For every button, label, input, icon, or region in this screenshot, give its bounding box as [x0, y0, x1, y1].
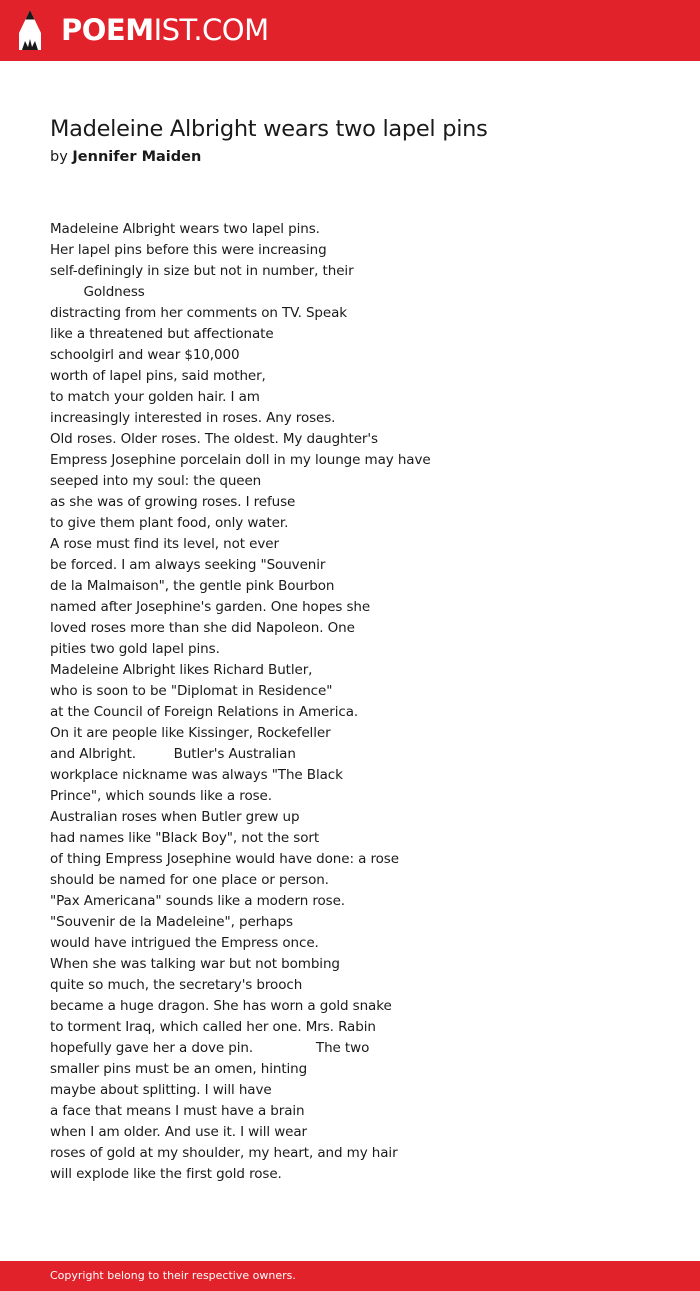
- site-header: [0, 0, 700, 61]
- poem-line: loved roses more than she did Napoleon. One: [50, 620, 355, 636]
- poem-line: at the Council of Foreign Relations in America.: [50, 704, 359, 720]
- copyright-notice: Copyright belong to their respective owners.: [50, 1269, 296, 1282]
- poem-line: became a huge dragon. She has worn a gold snake: [50, 998, 392, 1014]
- poem-line: workplace nickname was always "The Black: [50, 767, 343, 783]
- poem-line: "Souvenir de la Madeleine", perhaps: [50, 914, 293, 930]
- poem-line: When she was talking war but not bombing: [50, 956, 340, 972]
- pencil-tip-icon: [17, 9, 43, 51]
- poem-line: of thing Empress Josephine would have done: a rose: [50, 851, 399, 867]
- poem-line: distracting from her comments on TV. Speak: [50, 305, 347, 321]
- poem-line: Madeleine Albright likes Richard Butler,: [50, 662, 313, 678]
- poem-line: Old roses. Older roses. The oldest. My daughter's: [50, 431, 378, 447]
- poem-line: to torment Iraq, which called her one. Mrs. Rabin: [50, 1019, 376, 1035]
- poem-line: had names like "Black Boy", not the sort: [50, 830, 320, 846]
- poem-line: maybe about splitting. I will have: [50, 1082, 272, 1098]
- poem-line: quite so much, the secretary's brooch: [50, 977, 303, 993]
- poem-line: named after Josephine's garden. One hopes she: [50, 599, 371, 615]
- poem-line: roses of gold at my shoulder, my heart, and my hair: [50, 1145, 398, 1161]
- poem-line: who is soon to be "Diplomat in Residence": [50, 683, 333, 699]
- poem-line: Her lapel pins before this were increasing: [50, 242, 327, 258]
- poem-byline: [50, 149, 201, 165]
- poem-line: a face that means I must have a brain: [50, 1103, 305, 1119]
- poem-line: hopefully gave her a dove pin. The two: [50, 1040, 370, 1056]
- byline-prefix: by: [50, 149, 68, 165]
- poem-line: Madeleine Albright wears two lapel pins.: [50, 221, 320, 237]
- poem-title: Madeleine Albright wears two lapel pins: [50, 116, 488, 142]
- poem-line: schoolgirl and wear $10,000: [50, 347, 240, 363]
- poem-line: increasingly interested in roses. Any roses.: [50, 410, 336, 426]
- poem-line: seeped into my soul: the queen: [50, 473, 262, 489]
- site-footer: [0, 1261, 700, 1291]
- logo-text-light: IST.COM: [153, 13, 269, 47]
- logo-text-bold: POEM: [61, 13, 154, 47]
- poem-line: de la Malmaison", the gentle pink Bourbon: [50, 578, 335, 594]
- poem-line: to give them plant food, only water.: [50, 515, 289, 531]
- poem-line: Australian roses when Butler grew up: [50, 809, 300, 825]
- poem-line: On it are people like Kissinger, Rockefeller: [50, 725, 331, 741]
- poem-line: when I am older. And use it. I will wear: [50, 1124, 308, 1140]
- poem-line: worth of lapel pins, said mother,: [50, 368, 266, 384]
- poem-line: smaller pins must be an omen, hinting: [50, 1061, 308, 1077]
- poem-line: self-definingly in size but not in number, their: [50, 263, 354, 279]
- poem-line: A rose must find its level, not ever: [50, 536, 279, 552]
- site-logo[interactable]: [61, 10, 269, 50]
- poem-line: be forced. I am always seeking "Souvenir: [50, 557, 326, 573]
- poem-line: "Pax Americana" sounds like a modern rose.: [50, 893, 346, 909]
- poem-line: like a threatened but affectionate: [50, 326, 274, 342]
- poem-line: Goldness: [50, 284, 145, 300]
- poem-line: and Albright. Butler's Australian: [50, 746, 296, 762]
- poem-line: should be named for one place or person.: [50, 872, 329, 888]
- poem-line: would have intrigued the Empress once.: [50, 935, 319, 951]
- poem-line: Prince", which sounds like a rose.: [50, 788, 272, 804]
- poem-line: as she was of growing roses. I refuse: [50, 494, 296, 510]
- poem-line: pities two gold lapel pins.: [50, 641, 220, 657]
- author-name[interactable]: Jennifer Maiden: [72, 149, 202, 165]
- poem-line: to match your golden hair. I am: [50, 389, 260, 405]
- poem-body: [50, 219, 650, 1185]
- poem-line: Empress Josephine porcelain doll in my lounge may have: [50, 452, 431, 468]
- poem-line: will explode like the first gold rose.: [50, 1166, 282, 1182]
